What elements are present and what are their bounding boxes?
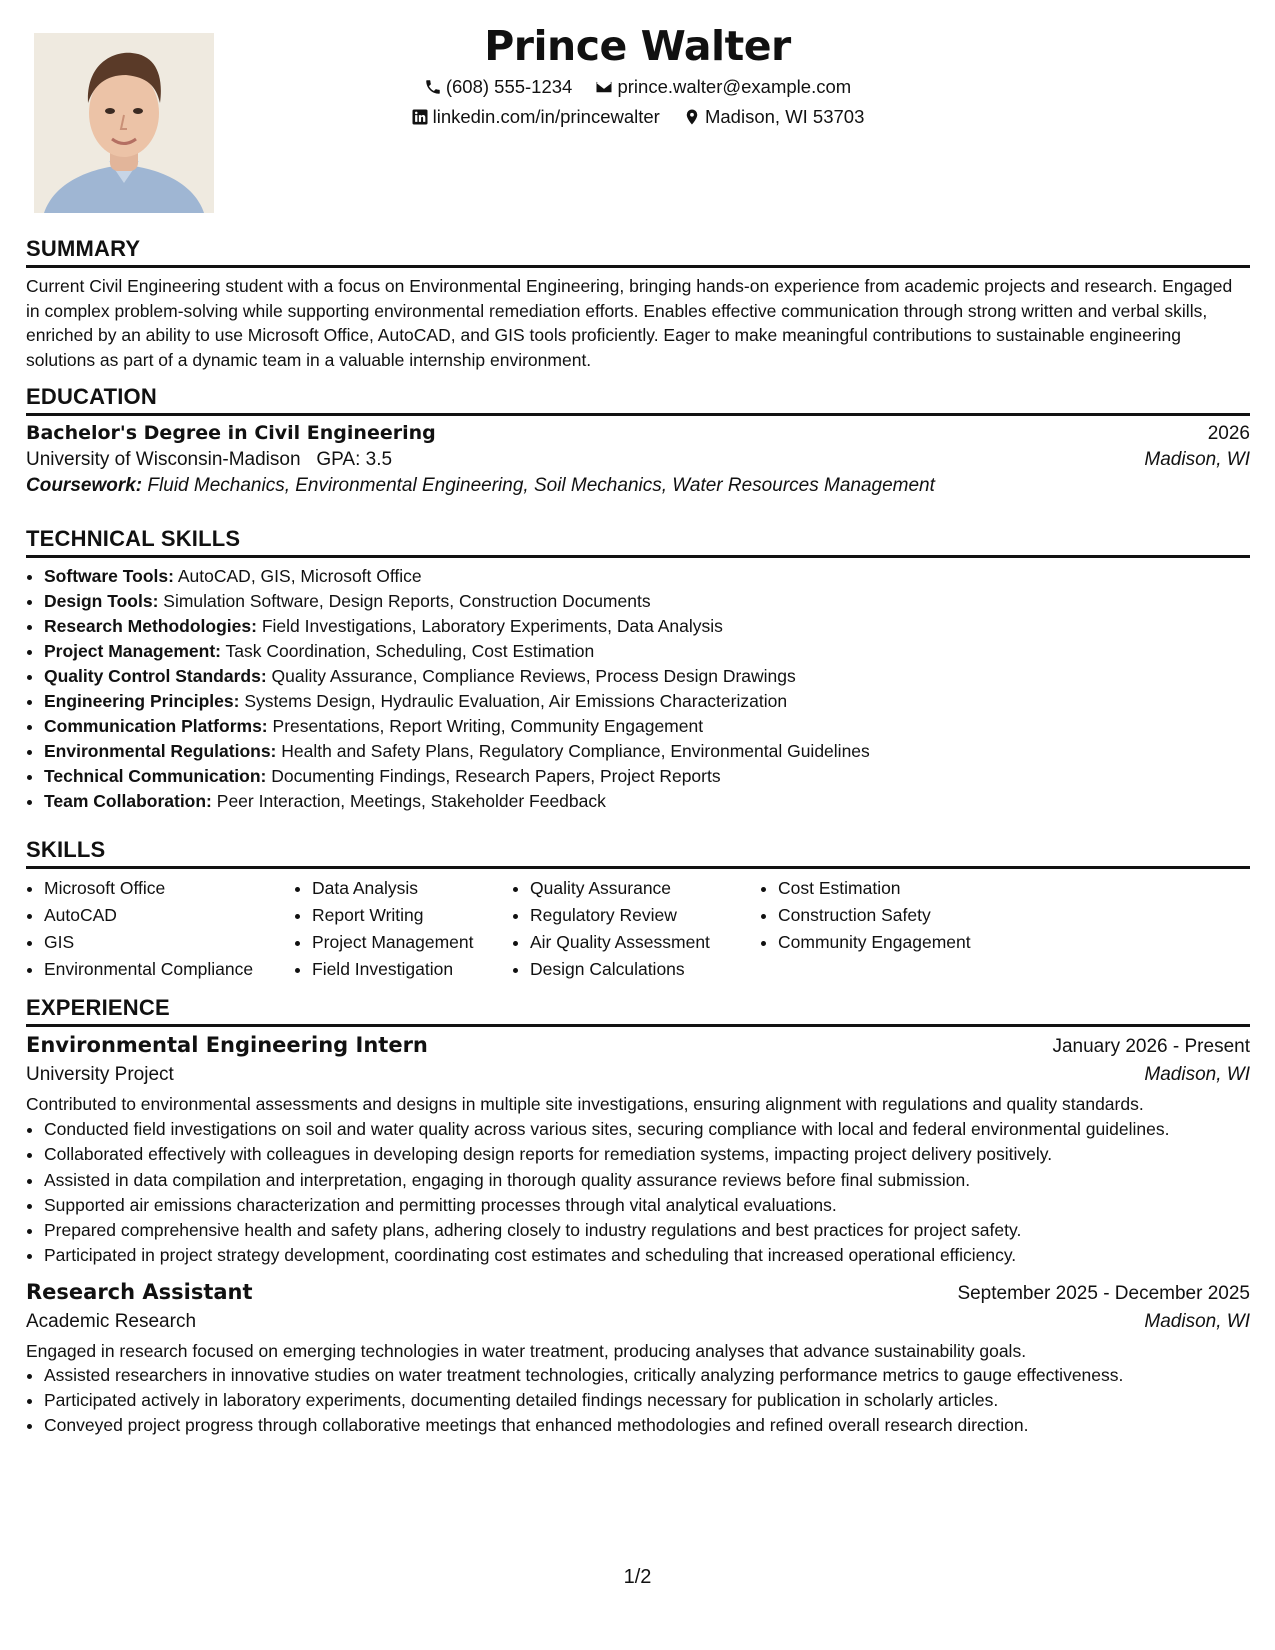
list-item bbox=[44, 689, 1250, 714]
phone-icon bbox=[424, 78, 442, 96]
skill-value: Simulation Software, Design Reports, Construction Documents bbox=[163, 591, 651, 611]
list-item: • Conveyed project progress through collaborative meetings that enhanced methodologies and refined overall research direction. bbox=[44, 1413, 1250, 1438]
list-item: • GIS bbox=[44, 929, 294, 956]
skill-value: Systems Design, Hydraulic Evaluation, Air Emissions Characterization bbox=[244, 691, 788, 711]
list-item: • Prepared comprehensive health and safety plans, adhering closely to industry regulations and best practices for project safety. bbox=[44, 1218, 1250, 1243]
list-item: • Air Quality Assessment bbox=[530, 929, 760, 956]
job-bullets bbox=[26, 1117, 1250, 1268]
skill-value: Documenting Findings, Research Papers, Project Reports bbox=[271, 766, 721, 786]
location-text: Madison, WI 53703 bbox=[704, 106, 865, 127]
skill-label: Environmental Regulations: bbox=[44, 741, 277, 761]
list-item: • Construction Safety bbox=[778, 902, 1018, 929]
list-item: • Community Engagement bbox=[778, 929, 1018, 956]
list-item: • Field Investigation bbox=[312, 956, 512, 983]
list-item bbox=[44, 664, 1250, 689]
contact-row-1 bbox=[0, 76, 1275, 101]
school-line bbox=[26, 449, 392, 471]
list-item: • Collaborated effectively with colleagues in developing design reports for remediation systems, impacting project delivery positively. bbox=[44, 1141, 1250, 1168]
skills-column-1 bbox=[26, 875, 294, 983]
list-item: • Cost Estimation bbox=[778, 875, 1018, 902]
job-title: Environmental Engineering Intern bbox=[26, 1033, 428, 1057]
education-section bbox=[26, 384, 1250, 497]
list-item: • Data Analysis bbox=[312, 875, 512, 902]
list-item: • Assisted researchers in innovative studies on water treatment technologies, critically analyzing performance metrics to gauge effectiveness. bbox=[44, 1363, 1250, 1388]
skill-value: Health and Safety Plans, Regulatory Compliance, Environmental Guidelines bbox=[281, 741, 870, 761]
skills-title: SKILLS bbox=[26, 837, 1250, 869]
job-location: Madison, WI bbox=[1144, 1064, 1250, 1085]
location-item bbox=[683, 106, 864, 128]
school-location: Madison, WI bbox=[1144, 449, 1250, 470]
list-item: • Assisted in data compilation and interpretation, engaging in thorough quality assurance reviews before final submission. bbox=[44, 1168, 1250, 1193]
page-number: 1/2 bbox=[623, 1566, 652, 1588]
list-item bbox=[44, 639, 1250, 664]
skill-label: Design Tools: bbox=[44, 591, 159, 611]
envelope-icon bbox=[595, 78, 613, 96]
linkedin-item[interactable] bbox=[411, 106, 660, 128]
job-title: Research Assistant bbox=[26, 1279, 253, 1304]
list-item: • Participated actively in laboratory experiments, documenting detailed findings necessary for publication in scholarly articles. bbox=[44, 1388, 1250, 1413]
job-summary: Contributed to environmental assessments and designs in multiple site investigations, ensuring alignment with regulations and quality standards. bbox=[26, 1094, 1144, 1114]
list-item bbox=[44, 739, 1250, 764]
skill-value: Field Investigations, Laboratory Experiments, Data Analysis bbox=[261, 616, 723, 636]
skills-column-4 bbox=[760, 875, 1018, 983]
skill-value: Quality Assurance, Compliance Reviews, Process Design Drawings bbox=[271, 666, 796, 686]
coursework-line bbox=[26, 475, 1250, 497]
skill-value: Presentations, Report Writing, Community Engagement bbox=[272, 716, 704, 736]
map-pin-icon bbox=[683, 108, 701, 126]
list-item: • Microsoft Office bbox=[44, 875, 294, 902]
contact-row-2 bbox=[0, 106, 1275, 131]
technical-skills-list bbox=[26, 564, 1250, 814]
list-item: • Report Writing bbox=[312, 902, 512, 929]
skill-label: Engineering Principles: bbox=[44, 691, 240, 711]
skill-value: Task Coordination, Scheduling, Cost Estimation bbox=[225, 641, 595, 661]
email-item[interactable] bbox=[595, 76, 851, 98]
job-bullets bbox=[26, 1363, 1250, 1438]
experience-section bbox=[26, 995, 1250, 1438]
coursework-label: Coursework: bbox=[26, 475, 143, 496]
skills-column-2 bbox=[294, 875, 512, 983]
education-title: EDUCATION bbox=[26, 384, 1250, 416]
summary-title: SUMMARY bbox=[26, 236, 1250, 268]
list-item bbox=[44, 564, 1250, 589]
skill-label: Team Collaboration: bbox=[44, 791, 212, 811]
list-item bbox=[44, 589, 1250, 614]
list-item: • Quality Assurance bbox=[530, 875, 760, 902]
list-item: • Conducted field investigations on soil and water quality across various sites, securing compliance with local and federal environmental guidelines. bbox=[44, 1117, 1250, 1141]
list-item bbox=[44, 614, 1250, 639]
job-org: Academic Research bbox=[26, 1310, 197, 1332]
job-summary: Engaged in research focused on emerging technologies in water treatment, producing analyses that advance sustainability goals. bbox=[26, 1340, 1027, 1361]
summary-text: Current Civil Engineering student with a focus on Environmental Engineering, bringing hands-on experience from academic projects and research. Engaged in complex problem-solving while supporting environmental remediation efforts. Enables effective communication through strong written and verbal skills, enriched by an ability to use Microsoft Office, AutoCAD, and GIS tools proficiently. Eager to make meaningful contributions to sustainable engineering solutions as part of a dynamic team in a valuable internship environment. bbox=[26, 276, 1233, 370]
job-dates: September 2025 - December 2025 bbox=[957, 1282, 1250, 1304]
list-item: • Regulatory Review bbox=[530, 902, 760, 929]
technical-skills-title: TECHNICAL SKILLS bbox=[26, 526, 1250, 558]
list-item: • Supported air emissions characterization and permitting processes through vital analytical evaluations. bbox=[44, 1193, 1250, 1218]
skill-label: Project Management: bbox=[44, 641, 221, 661]
list-item: • AutoCAD bbox=[44, 902, 294, 929]
school-name: University of Wisconsin-Madison bbox=[26, 449, 301, 470]
list-item bbox=[44, 789, 1250, 814]
skill-label: Quality Control Standards: bbox=[44, 666, 267, 686]
technical-skills-section bbox=[26, 526, 1250, 814]
job-entry bbox=[26, 1033, 1250, 1268]
linkedin-icon bbox=[411, 108, 429, 126]
skills-column-3 bbox=[512, 875, 760, 983]
job-dates: January 2026 - Present bbox=[1052, 1036, 1250, 1057]
job-entry bbox=[26, 1280, 1250, 1439]
list-item: • Design Calculations bbox=[530, 956, 760, 983]
skill-value: AutoCAD, GIS, Microsoft Office bbox=[177, 566, 422, 586]
job-location: Madison, WI bbox=[1144, 1310, 1250, 1332]
degree-title: Bachelor's Degree in Civil Engineering bbox=[26, 422, 436, 444]
linkedin-text: linkedin.com/in/princewalter bbox=[432, 106, 660, 127]
skills-section bbox=[26, 837, 1250, 983]
list-item bbox=[44, 714, 1250, 739]
list-item: • Participated in project strategy development, coordinating cost estimates and scheduling that increased operational efficiency. bbox=[44, 1243, 1250, 1268]
email-text: prince.walter@example.com bbox=[617, 76, 852, 97]
gpa: GPA: 3.5 bbox=[316, 449, 393, 470]
phone-text: (608) 555-1234 bbox=[445, 76, 573, 97]
list-item: • Project Management bbox=[312, 929, 512, 956]
job-org: University Project bbox=[26, 1064, 174, 1085]
candidate-name: Prince Walter bbox=[484, 22, 791, 70]
skill-label: Software Tools: bbox=[44, 566, 174, 586]
experience-title: EXPERIENCE bbox=[26, 995, 1250, 1027]
summary-section bbox=[26, 236, 1250, 372]
skill-label: Communication Platforms: bbox=[44, 716, 268, 736]
skill-label: Research Methodologies: bbox=[44, 616, 257, 636]
list-item bbox=[44, 764, 1250, 789]
graduation-year: 2026 bbox=[1207, 423, 1250, 444]
skills-grid bbox=[26, 875, 1250, 983]
skill-value: Peer Interaction, Meetings, Stakeholder Feedback bbox=[216, 791, 606, 811]
list-item: • Environmental Compliance bbox=[44, 956, 294, 983]
coursework-list: Fluid Mechanics, Environmental Engineering, Soil Mechanics, Water Resources Management bbox=[147, 475, 935, 496]
skill-label: Technical Communication: bbox=[44, 766, 267, 786]
phone-item[interactable] bbox=[424, 76, 573, 98]
